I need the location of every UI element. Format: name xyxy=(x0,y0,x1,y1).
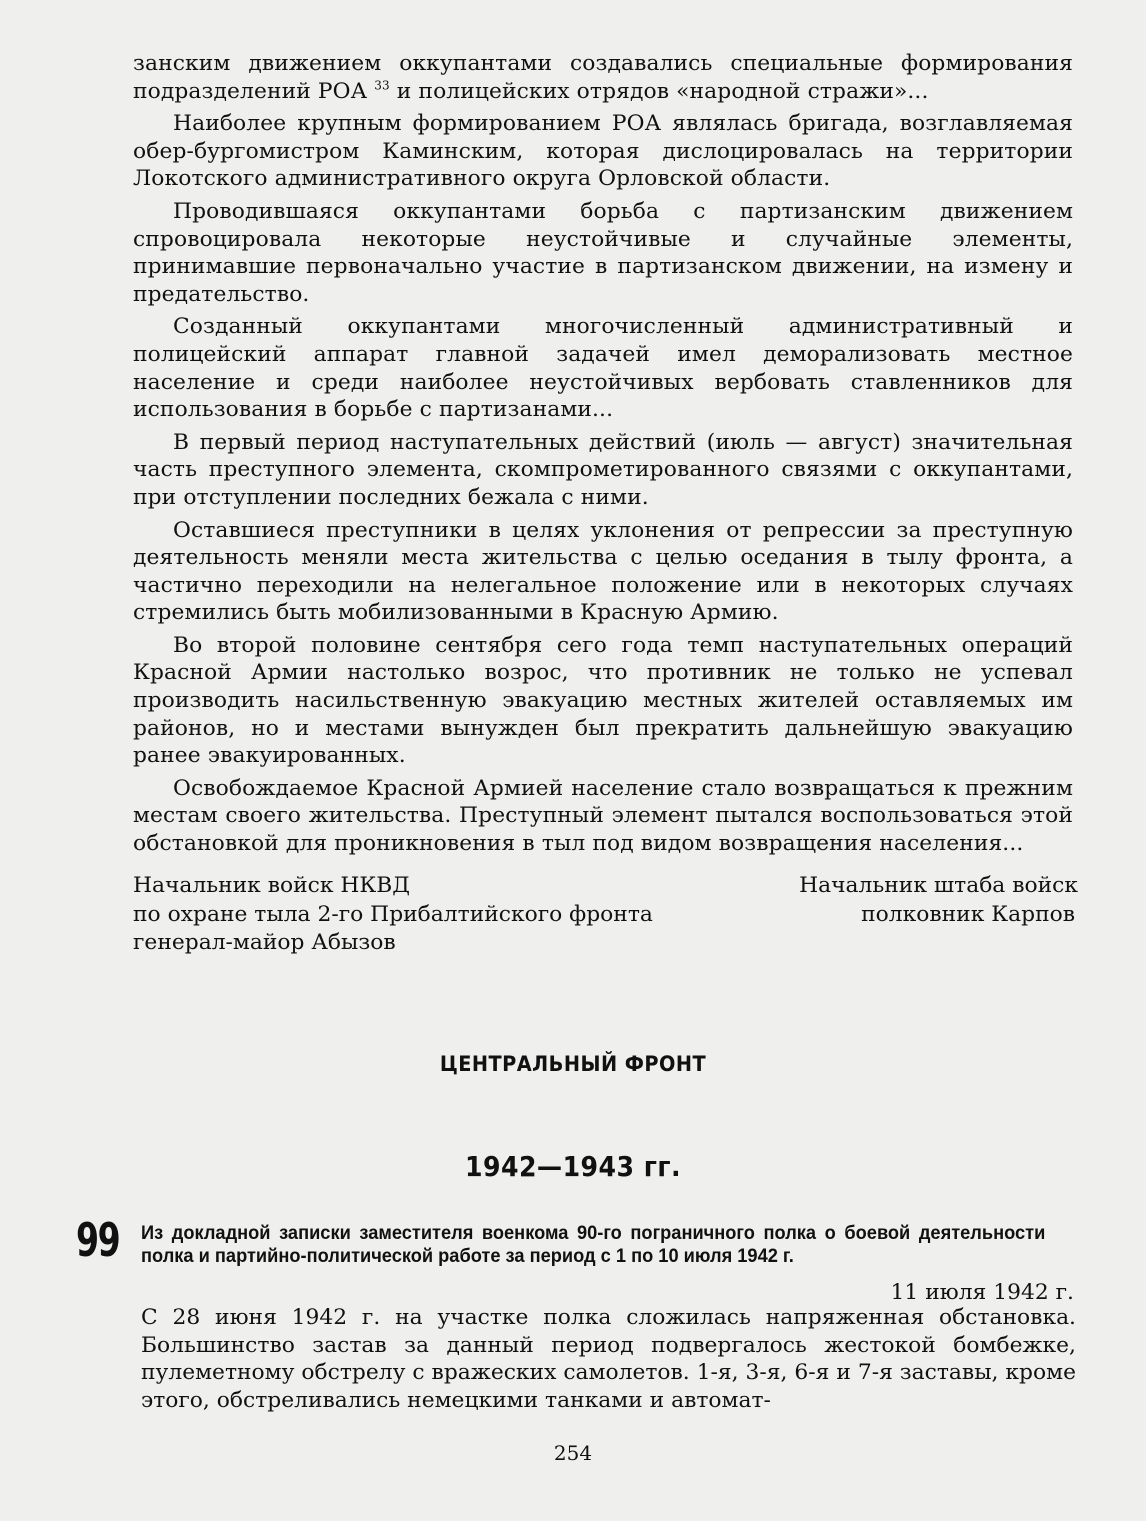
paragraph-1-text-after: и полицейских отрядов «народной стражи»... xyxy=(389,78,929,104)
paragraph-1-text-before: занским движением оккупантами создавались специальные формирования подразделений РОА xyxy=(133,51,1073,104)
document-number: 99 xyxy=(76,1213,120,1267)
paragraph-1 xyxy=(133,50,1073,105)
signature-right-line-2: полковник Карпов xyxy=(861,901,1075,927)
paragraph-5: В первый период наступательных действий (июль — август) значительная часть преступного элемента, скомпрометированного связями с оккупантами, при отступлении последних бежала с ними. xyxy=(133,429,1073,510)
paragraph-8: Освобождаемое Красной Армией население стало возвращаться к прежним местам своего жительства. Преступный элемент пытался воспользоваться этой обстановкой для проникновения в тыл под видом возвращения населения... xyxy=(133,775,1073,857)
footnote-marker: 33 xyxy=(374,78,390,93)
paragraph-7: Во второй половине сентября сего года темп наступательных операций Красной Армии настолько возрос, что противник не только не успевал производить насильственную эвакуацию местных жителей оставляемых им районов, но и местами вынужден был прекратить дальнейшую эвакуацию ранее эвакуированных. xyxy=(133,632,1073,769)
signature-row-2 xyxy=(133,901,1078,930)
signature-left-line-1: Начальник войск НКВД xyxy=(133,873,411,898)
document-heading: Из докладной записки заместителя военкома 90-го пограничного полка о боевой деятельности полка и партийно-политической работе за период с 1 по 10 июля 1942 г. xyxy=(141,1223,1046,1267)
paragraph-3: Проводившаяся оккупантами борьба с партизанским движением спровоцировала некоторые неустойчивые и случайные элементы, принимавшие первоначально участие в партизанском движении, на измену и предательство. xyxy=(133,198,1073,307)
signature-row-3 xyxy=(133,929,1078,958)
signature-left-line-2: по охране тыла 2-го Прибалтийского фронта xyxy=(133,901,653,927)
paragraph-6: Оставшиеся преступники в целях уклонения от репрессии за преступную деятельность меняли места жительства с целью оседания в тылу фронта, а частично переходили на нелегальное положение или в некоторых случаях стремились быть мобилизованными в Красную Армию. xyxy=(133,517,1073,626)
document-body: С 28 июня 1942 г. на участке полка сложилась напряженная обстановка. Большинство застав за данный период подвергалось жестокой бомбежке, пулеметному обстрелу с вражеских самолетов. 1-я, 3-я, 6-я и 7-я заставы, кроме этого, обстреливались немецкими танками и автомат- xyxy=(141,1305,1076,1413)
signature-left-line-3: генерал-майор Абызов xyxy=(133,930,396,955)
section-title: ЦЕНТРАЛЬНЫЙ ФРОНТ xyxy=(439,1052,707,1076)
signature-block xyxy=(133,872,1078,958)
report-continuation xyxy=(133,50,1073,863)
document-date: 11 июля 1942 г. xyxy=(890,1280,1074,1305)
section-years: 1942—1943 гг. xyxy=(464,1150,681,1183)
signature-right-line-1: Начальник штаба войск xyxy=(799,873,1078,898)
signature-row-1 xyxy=(133,872,1078,901)
paragraph-2: Наиболее крупным формированием РОА являлась бригада, возглавляемая обер-бургомистром Каминским, которая дислоцировалась на территории Локотского административного округа Орловской области. xyxy=(133,111,1073,192)
page-number: 254 xyxy=(553,1441,593,1465)
paragraph-4: Созданный оккупантами многочисленный административный и полицейский аппарат главной задачей имел деморализовать местное население и среди наиболее неустойчивых вербовать ставленников для использования в борьбе с партизанами... xyxy=(133,314,1073,423)
